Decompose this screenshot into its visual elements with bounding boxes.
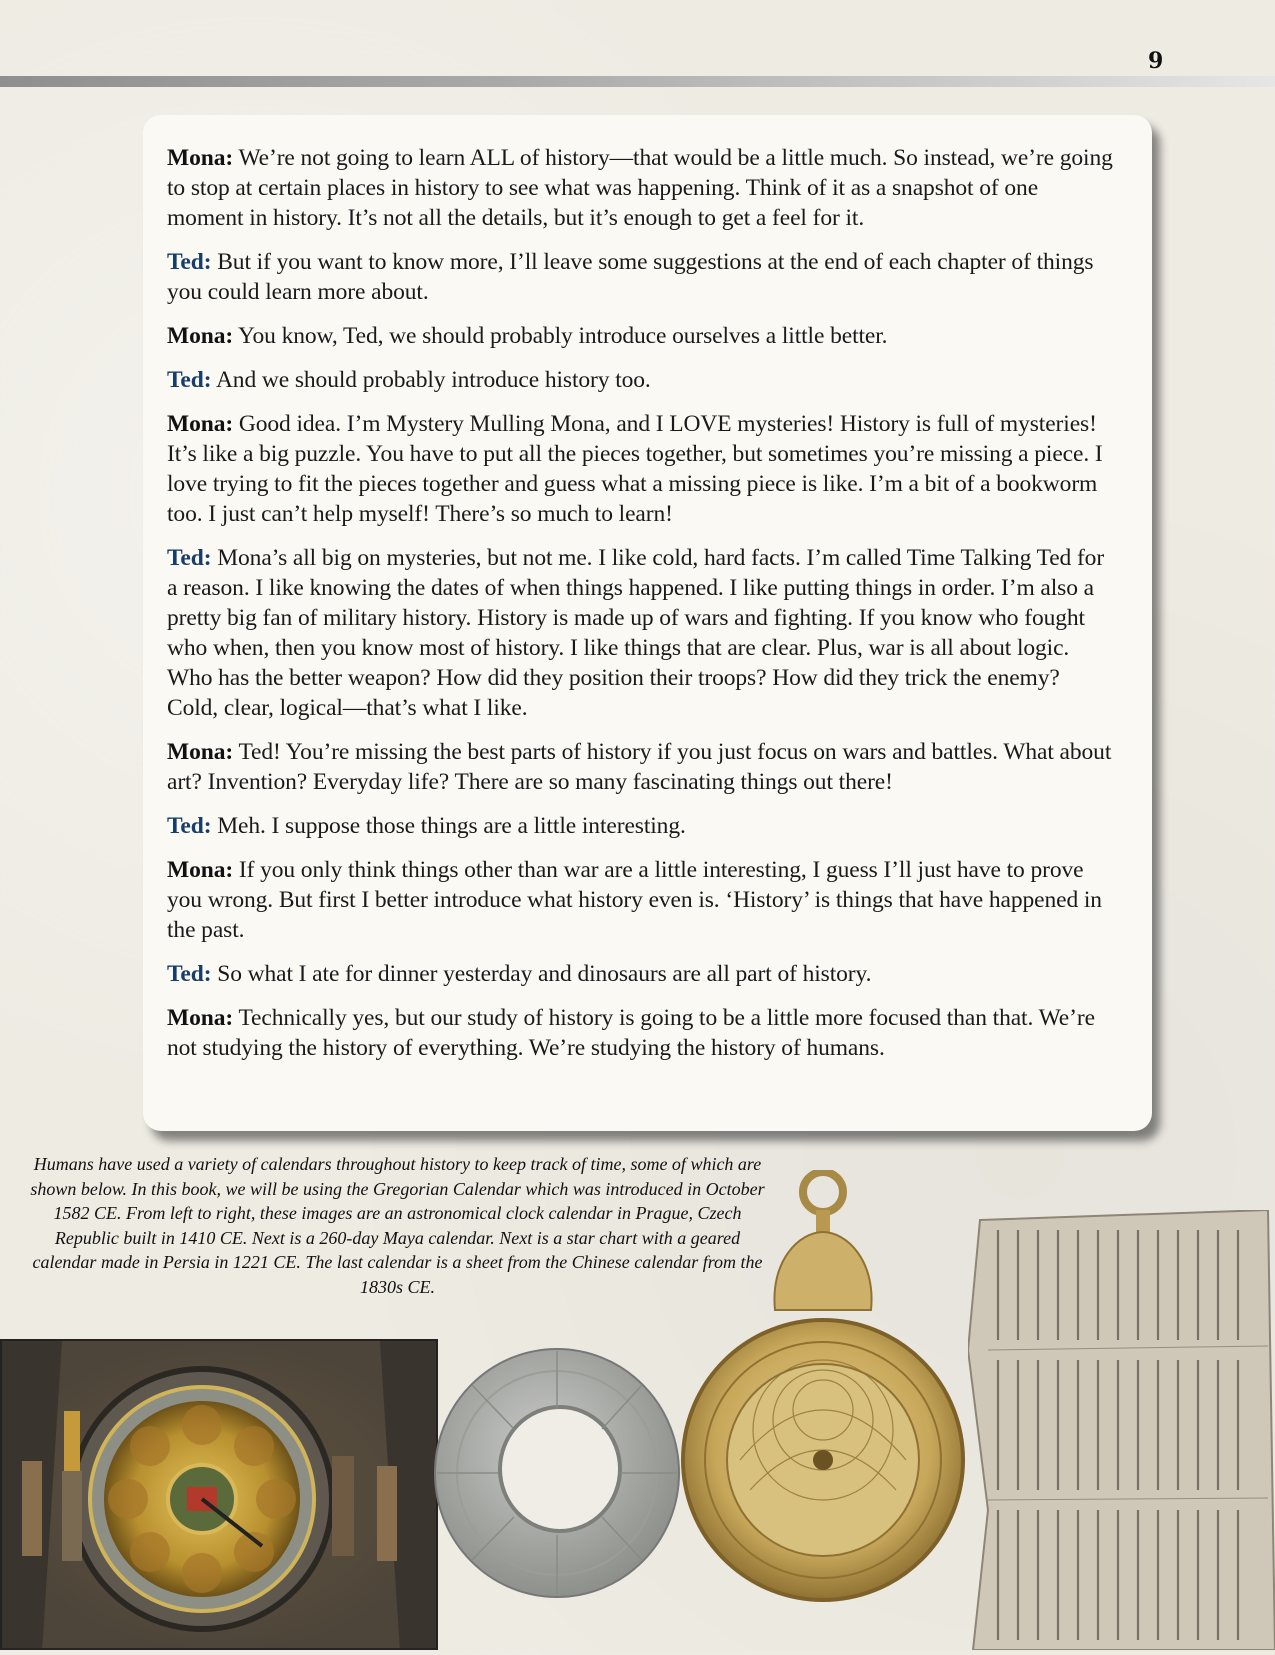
dialog-line (167, 737, 1116, 797)
dialog-line (167, 247, 1116, 307)
page-number: 9 (1148, 48, 1164, 74)
speaker-label: Ted: (167, 545, 212, 571)
header-rule (0, 76, 1275, 87)
speaker-label: Ted: (167, 367, 212, 393)
dialog-line (167, 855, 1116, 945)
astronomical-clock-image (0, 1339, 438, 1650)
speaker-label: Ted: (167, 813, 212, 839)
persian-astrolabe-image (680, 1170, 990, 1650)
dialog-line (167, 143, 1116, 233)
dialog-text: Mona’s all big on mysteries, but not me. I like cold, hard facts. I’m called Time Talking Ted for a reason. I like knowing the dates of when things happened. I like putting things in order. I’m also a pretty big fan of military history. History is made up of wars and fighting. If you know who fought who when, then you know most of history. I like things that are clear. Plus, war is all about logic. Who has the better weapon? How did they position their troops? How did they trick the enemy? Cold, clear, logical—that’s what I like. (167, 545, 1105, 721)
dialog-text: Ted! You’re missing the best parts of history if you just focus on wars and battles. What about art? Invention? Everyday life? There are so many fascinating things out there! (167, 739, 1112, 795)
dialog-box (143, 115, 1152, 1131)
dialog-text: Technically yes, but our study of history is going to be a little more focused than that. We’re not studying the history of everything. We’re studying the history of humans. (167, 1005, 1095, 1061)
speaker-label: Mona: (167, 323, 234, 349)
speaker-label: Mona: (167, 145, 234, 171)
speaker-label: Mona: (167, 1005, 234, 1031)
dialog-line (167, 1003, 1116, 1063)
speaker-label: Ted: (167, 961, 212, 987)
dialog-text: But if you want to know more, I’ll leave some suggestions at the end of each chapter of things you could learn more about. (167, 249, 1094, 305)
dialog-text: And we should probably introduce history too. (215, 367, 651, 393)
dialog-line (167, 543, 1116, 723)
speaker-label: Mona: (167, 411, 234, 437)
dialog-line (167, 321, 1116, 351)
speaker-label: Mona: (167, 857, 234, 883)
dialog-text: You know, Ted, we should probably introduce ourselves a little better. (237, 323, 888, 349)
dialog-line (167, 959, 1116, 989)
dialog-line (167, 365, 1116, 395)
speaker-label: Mona: (167, 739, 234, 765)
figure-caption: Humans have used a variety of calendars throughout history to keep track of time, some of which are shown below. In this book, we will be using the Gregorian Calendar which was introduced in October 1582 CE. From left to right, these images are an astronomical clock calendar in Prague, Czech Republic built in 1410 CE. Next is a 260-day Maya calendar. Next is a star chart with a geared calendar made in Persia in 1221 CE. The last calendar is a sheet from the Chinese calendar from the 1830s CE. (30, 1154, 765, 1297)
dialog-text: Good idea. I’m Mystery Mulling Mona, and I LOVE mysteries! History is full of mysteries! It’s like a big puzzle. You have to put all the pieces together, but sometimes you’re missing a piece. I love trying to fit the pieces together and guess what a missing piece is like. I’m a bit of a bookworm too. I just can’t help myself! There’s so much to learn! (167, 411, 1103, 527)
dialog-text: If you only think things other than war are a little interesting, I guess I’ll just have to prove you wrong. But first I better introduce what history even is. ‘History’ is things that have happened in the past. (167, 857, 1102, 943)
dialog-text: So what I ate for dinner yesterday and dinosaurs are all part of history. (217, 961, 872, 987)
dialog-line (167, 811, 1116, 841)
speaker-label: Ted: (167, 249, 212, 275)
chinese-calendar-image (968, 1210, 1275, 1650)
maya-calendar-image (432, 1345, 682, 1600)
dialog-text: Meh. I suppose those things are a little interesting. (217, 813, 686, 839)
dialog-text: We’re not going to learn ALL of history—that would be a little much. So instead, we’re going to stop at certain places in history to see what was happening. Think of it as a snapshot of one moment in history. It’s not all the details, but it’s enough to get a feel for it. (167, 145, 1113, 231)
dialog-line (167, 409, 1116, 529)
